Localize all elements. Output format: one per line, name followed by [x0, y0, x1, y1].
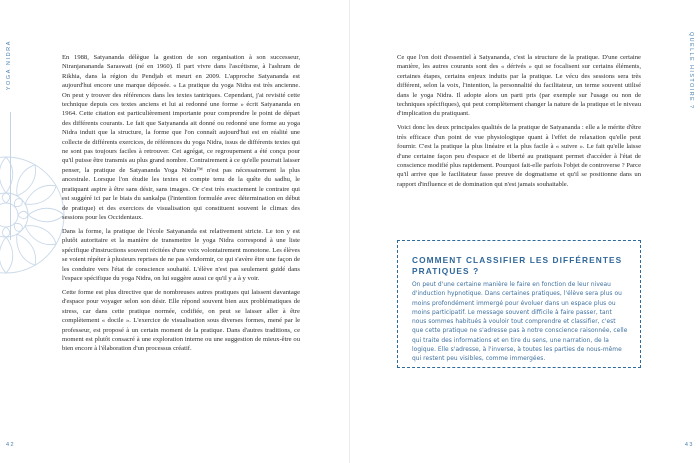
left-paragraph-1: En 1988, Satyananda délègue la gestion de son organisation à son successeur, Niranjanananda Saraswati (né en 1960). Il part vivre dans l'ascétisme, à l'ashram de Rikhia, dans la région du Pendjab et meurt en 2009. L'approche Satyananda est aujourd'hui encore une marque déposée. « La pratique du yoga Nidra est très ancienne. On peut y trouver des références dans les textes tantriques. Cependant, j'ai revisité cette technique depuis ces textes anciens et lui ai redonné une forme » écrit Satyananda en 1964. Cette citation est particulièrement importante pour comprendre le point de départ des différents courants. Le fait que Satyananda ait donné ou redonné une forme au yoga Nidra induit que la structure, la forme que l'on connaît aujourd'hui est en réalité une collecte de différents exercices, de références du yoga Nidra, issus de différents textes qui ne sont pas toujours faciles à retrouver. Cet agrégat, ce regroupement a été conçu pour qu'il puisse être transmis au plus grand nombre. Contrairement à ce qu'elle pourrait laisser penser, la pratique de Satyananda Yoga Nidra™ n'est pas nécessairement la plus ancestrale. Lorsque l'on étudie les textes et compte tenu de la quête du sadhu, le pratiquant aspire à être sans désir, sans images. Or c'est très exactement le contraire qui est suggéré ici par le biais du sankalpa (l'intention formulée avec détermination en début de pratique) et des exercices de visualisation qui constituent souvent le climax des sessions pour les Occidentaux.	[62, 54, 300, 221]
right-paragraph-1: Ce que l'on doit d'essentiel à Satyananda, c'est la structure de la pratique. D'une certaine manière, les autres courants sont des « dérivés » qui se focalisent sur certains éléments, certaines étapes, certains enjeux induits par la pratique. Le vécu des sessions sera très différent, selon la voix, l'intention, la personnalité du facilitateur, un terme souvent utilisé dans le yoga Nidra. Il adopte alors un parti pris (par exemple sur l'usage ou non de techniques spécifiques), qui peut complètement changer la nature de la pratique et le niveau d'implication du pratiquant.	[397, 54, 641, 118]
page-number-right: 43	[684, 442, 694, 448]
sidebar-box-text: On peut d'une certaine manière le faire en fonction de leur niveau d'induction hypnotique. Dans certaines pratiques, l'élève sera plus ou moins profondément immergé pour évoluer dans un espace plus ou moins participatif. Le message souvent difficile à faire passer, tant nous sommes habitués à vouloir tout comprendre et classifier, c'est que cette pratique ne s'adresse pas à notre conscience raisonnée, celle qui traite des informations et en tire du sens, une narration, de la logique. Elle s'adresse, à l'inverse, à toutes les parties de nous-même qui restent peu visibles, comme immergées.	[412, 282, 628, 363]
left-paragraph-2: Dans la forme, la pratique de l'école Satyananda est relativement stricte. Le ton y est plutôt autoritaire et la manière de transmettre le yoga Nidra correspond à une liste spécifique d'instructions souvent récitées d'une voix volontairement monotone. Les élèves se voient répéter à plusieurs reprises de ne pas s'endormir, ce qui s'avère être une façon de les conduire vers l'état de conscience souhaité. L'élève n'est pas seulement guidé dans l'espace spécifique du yoga Nidra, on lui suggère aussi ce qu'il y a à y voir.	[62, 227, 300, 282]
sidebar-box	[397, 240, 641, 368]
left-paragraph-3: Cette forme est plus directive que de nombreuses autres pratiques qui laissent davantage d'espace pour voyager selon son désir. Elle répond souvent bien aux problématiques de stress, car dans cette pratique normée, codifiée, on peut se laisser aller à être complètement « docile ». L'exercice de visualisation sous diverses formes, mené par le professeur, est proposé à un certain moment de la pratique. Dans d'autres traditions, ce moment est plutôt consacré à une exploration interne ou une suggestion de mieux-être ou bien encore à l'élaboration d'un processus créatif.	[62, 288, 300, 353]
right-body-column	[397, 53, 641, 194]
running-head-rule	[10, 112, 11, 240]
running-head-left: YOGA NIDRA	[6, 40, 12, 91]
running-head-right: QUELLE HISTOIRE ?	[688, 32, 694, 110]
right-paragraph-2: Voici donc les deux principales qualités de la pratique de Satyananda : elle a le mérite d'être très efficace d'un point de vue physiologique quant à l'effet de relaxation qu'elle peut fournir. C'est la pratique la plus linéaire et la plus facile à « suivre ». Le fait qu'elle laisse d'une certaine façon peu d'espace et de liberté au pratiquant permet d'accéder à l'état de conscience modifié plus rapidement. Pourquoi fait-elle parfois l'objet de controverse ? Parce qu'il arrive que le facilitateur fasse preuve de dogmatisme et qu'il se positionne dans un rapport d'influence et de domination qui n'est jamais souhaitable.	[397, 124, 641, 188]
sidebar-box-title: COMMENT CLASSIFIER LES DIFFÉRENTES PRATIQUES ?	[412, 255, 623, 276]
left-body-column	[62, 53, 300, 358]
page-number-left: 42	[6, 442, 16, 448]
